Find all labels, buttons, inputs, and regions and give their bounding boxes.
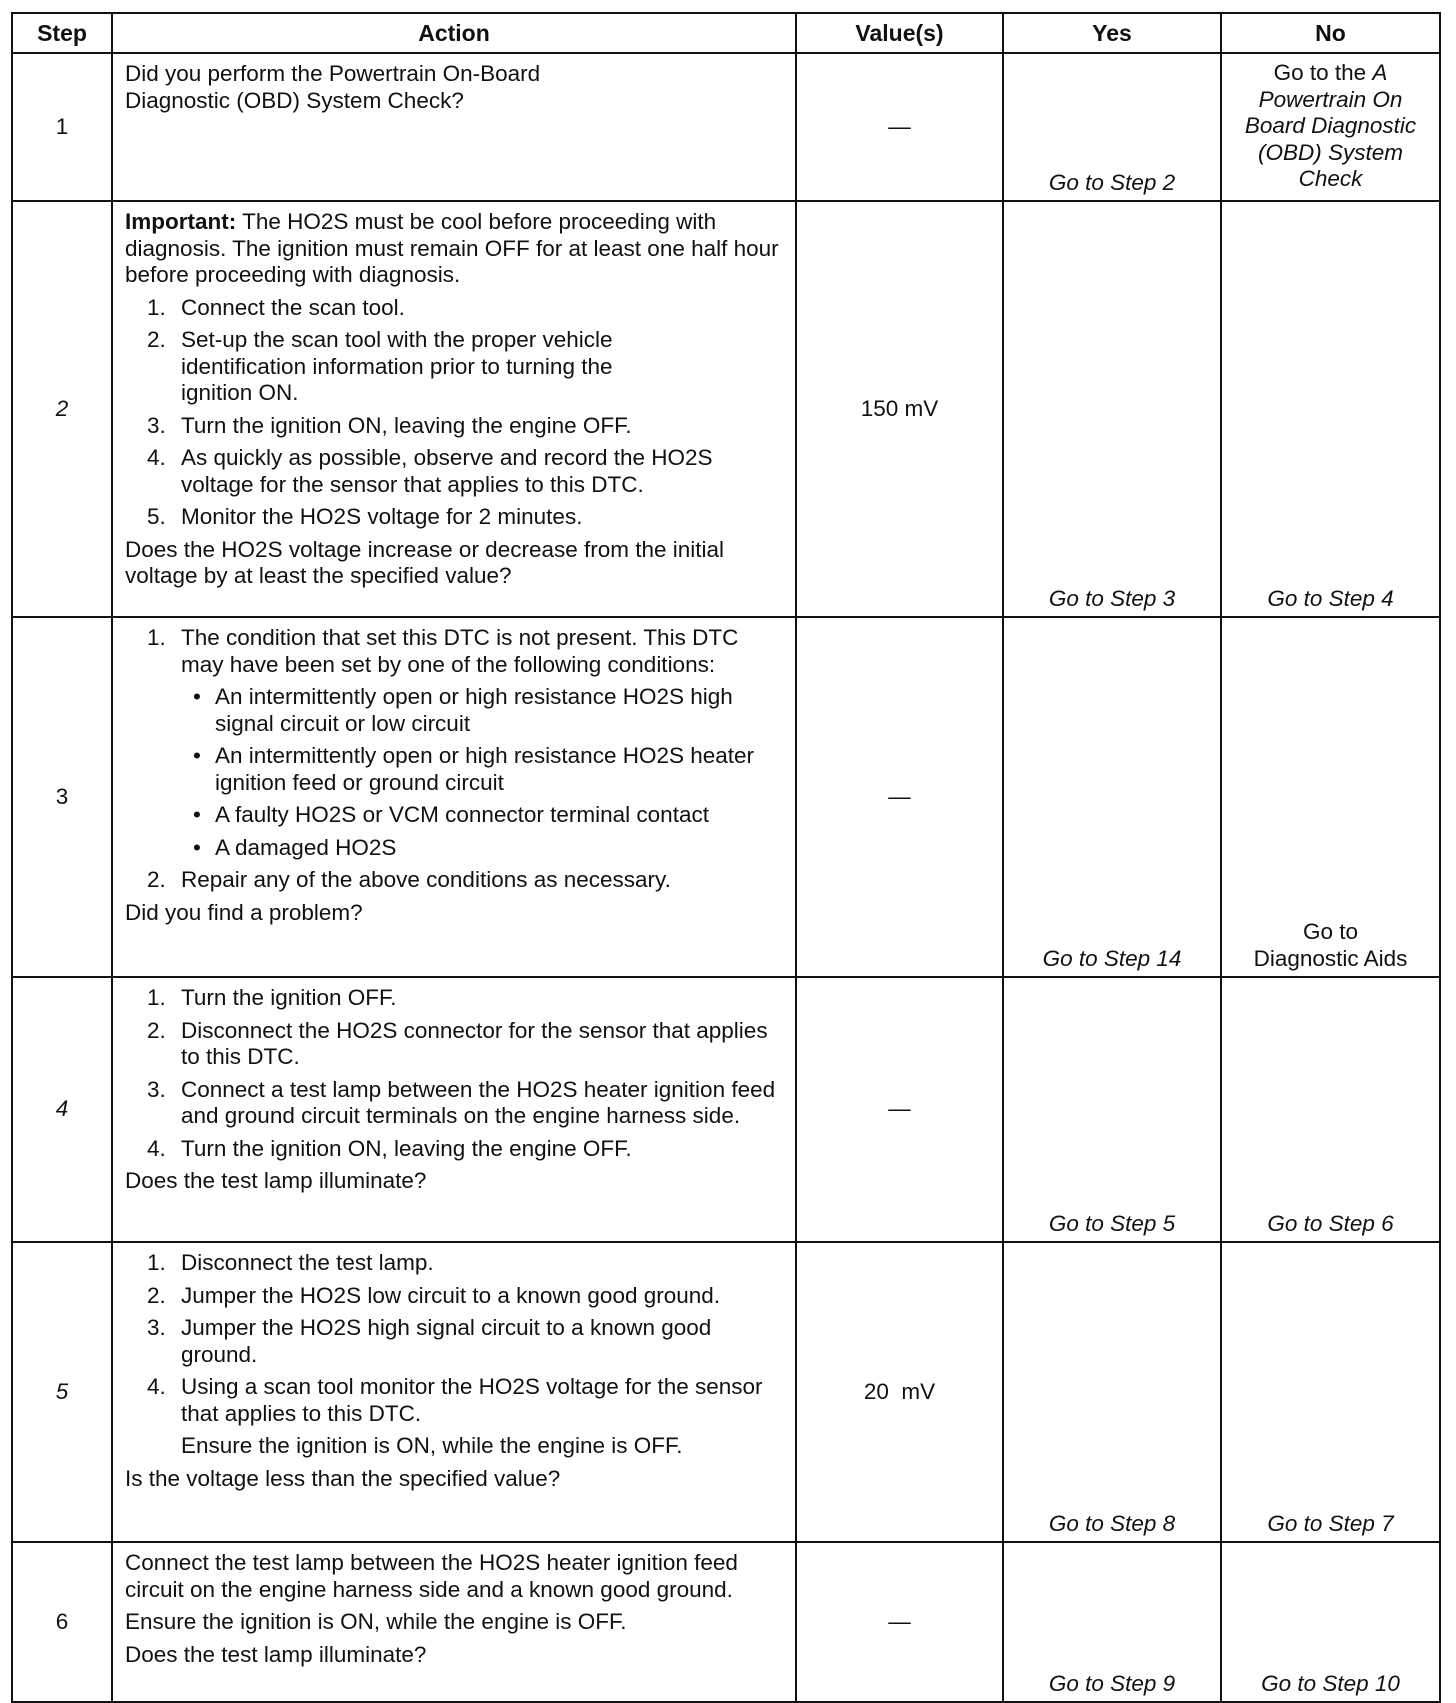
bullet-item: • A damaged HO2S — [193, 834, 397, 860]
yes-link[interactable]: Go to Step 3 — [1003, 201, 1221, 617]
no-cell — [1221, 53, 1440, 201]
no-link-obd-check[interactable]: A Powertrain On Board Diagnostic (OBD) System Check — [1244, 60, 1417, 191]
bullet-item: • A faulty HO2S or VCM connector terminal contact — [193, 802, 709, 827]
list-item: 2. Jumper the HO2S low circuit to a known good ground. — [147, 1282, 721, 1308]
step-number: 2 — [12, 201, 112, 617]
action-steps — [125, 1250, 785, 1460]
action-question: Is the voltage less than the specified value? — [125, 1465, 561, 1491]
action-steps — [125, 625, 785, 894]
action-question: Does the test lamp illuminate? — [125, 1641, 427, 1667]
step-number: 5 — [12, 1242, 112, 1542]
header-action: Action — [112, 13, 796, 53]
value-cell: — — [796, 1542, 1003, 1702]
action-text: Connect the test lamp between the HO2S heater ignition feed circuit on the engine harness side and a known good ground. — [125, 1550, 738, 1602]
list-item: 1. Disconnect the test lamp. — [147, 1250, 434, 1275]
condition-bullets — [181, 684, 785, 861]
action-cell — [112, 53, 796, 201]
yes-link[interactable]: Go to Step 5 — [1003, 977, 1221, 1242]
ignition-note: Ensure the ignition is ON, while the engine is OFF. — [181, 1433, 683, 1458]
diagnostic-table-page — [11, 12, 1439, 1703]
bullet-item: • An intermittently open or high resistance HO2S heater ignition feed or ground circuit — [193, 743, 755, 795]
list-item: 3. Connect a test lamp between the HO2S heater ignition feed and ground circuit terminals on the engine harness side. — [147, 1076, 776, 1128]
value-cell: 20 mV — [796, 1242, 1003, 1542]
yes-link[interactable]: Go to Step 9 — [1003, 1542, 1221, 1702]
action-steps — [125, 295, 785, 531]
value-cell: — — [796, 977, 1003, 1242]
list-item: 3. Jumper the HO2S high signal circuit to a known good ground. — [147, 1315, 712, 1367]
bullet-item: • An intermittently open or high resistance HO2S high signal circuit or low circuit — [193, 684, 733, 736]
header-values: Value(s) — [796, 13, 1003, 53]
table-row-step-1 — [12, 53, 1440, 201]
important-label: Important: — [125, 209, 237, 234]
yes-link[interactable]: Go to Step 2 — [1003, 53, 1221, 201]
action-cell — [112, 977, 796, 1242]
action-cell — [112, 1242, 796, 1542]
diagnostic-table — [11, 12, 1441, 1703]
no-link[interactable]: Go to Step 7 — [1221, 1242, 1440, 1542]
list-item: 2. Set-up the scan tool with the proper vehicle identification information prior to turning the ignition ON. — [147, 327, 613, 405]
action-question: Does the test lamp illuminate? — [125, 1168, 427, 1193]
list-item: 4. Using a scan tool monitor the HO2S voltage for the sensor that applies to this DTC. Ensure the ignition is ON, while the engine is OFF. — [125, 1374, 785, 1460]
important-text: The HO2S must be cool before proceeding with diagnosis. The ignition must remain OFF for at least one half hour before proceeding with diagnosis. — [125, 209, 779, 287]
step-number: 1 — [12, 53, 112, 201]
no-link[interactable]: Go to Step 6 — [1221, 977, 1440, 1242]
action-cell — [112, 617, 796, 977]
action-question: Did you perform the Powertrain On-Board Diagnostic (OBD) System Check? — [125, 61, 541, 113]
action-question: Does the HO2S voltage increase or decrease from the initial voltage by at least the specified value? — [125, 536, 725, 588]
step-number: 6 — [12, 1542, 112, 1702]
table-row-step-2 — [12, 201, 1440, 617]
list-item: 1. Turn the ignition OFF. — [147, 985, 397, 1010]
list-item: 2. Disconnect the HO2S connector for the sensor that applies to this DTC. — [147, 1017, 768, 1069]
yes-link[interactable]: Go to Step 14 — [1003, 617, 1221, 977]
action-question: Did you find a problem? — [125, 899, 363, 925]
action-steps — [125, 985, 785, 1162]
step-number: 4 — [12, 977, 112, 1242]
action-cell — [112, 201, 796, 617]
important-note — [125, 209, 785, 289]
table-row-step-6 — [12, 1542, 1440, 1702]
step-number: 3 — [12, 617, 112, 977]
list-item: 4. Turn the ignition ON, leaving the engine OFF. — [147, 1135, 632, 1161]
no-prefix: Go to the — [1273, 60, 1373, 85]
no-link[interactable]: Go to Step 10 — [1221, 1542, 1440, 1702]
header-no: No — [1221, 13, 1440, 53]
action-text: Ensure the ignition is ON, while the engine is OFF. — [125, 1609, 627, 1634]
table-row-step-4 — [12, 977, 1440, 1242]
list-item: 1. The condition that set this DTC is not present. This DTC may have been set by one of the following conditions: • An intermittently open or high resistance HO2S high signal circuit or low circuit • An intermittently open or high resistance HO2S heater ignition feed or ground circuit • A faulty HO2S or VCM connector terminal contact • A damaged HO2S — [125, 625, 785, 861]
header-yes: Yes — [1003, 13, 1221, 53]
list-item: 3. Turn the ignition ON, leaving the engine OFF. — [147, 412, 632, 438]
list-item: 2. Repair any of the above conditions as necessary. — [147, 867, 671, 892]
value-cell: — — [796, 53, 1003, 201]
header-step: Step — [12, 13, 112, 53]
list-item: 4. As quickly as possible, observe and record the HO2S voltage for the sensor that applies to this DTC. — [147, 445, 713, 497]
list-item: 1. Connect the scan tool. — [147, 294, 405, 320]
no-link-diagnostic-aids[interactable]: Go to Diagnostic Aids — [1221, 617, 1440, 977]
table-row-step-3 — [12, 617, 1440, 977]
no-link[interactable]: Go to Step 4 — [1221, 201, 1440, 617]
value-cell: — — [796, 617, 1003, 977]
value-cell: 150 mV — [796, 201, 1003, 617]
table-row-step-5 — [12, 1242, 1440, 1542]
yes-link[interactable]: Go to Step 8 — [1003, 1242, 1221, 1542]
table-header-row — [12, 13, 1440, 53]
list-item: 5. Monitor the HO2S voltage for 2 minutes. — [147, 504, 583, 529]
action-cell — [112, 1542, 796, 1702]
